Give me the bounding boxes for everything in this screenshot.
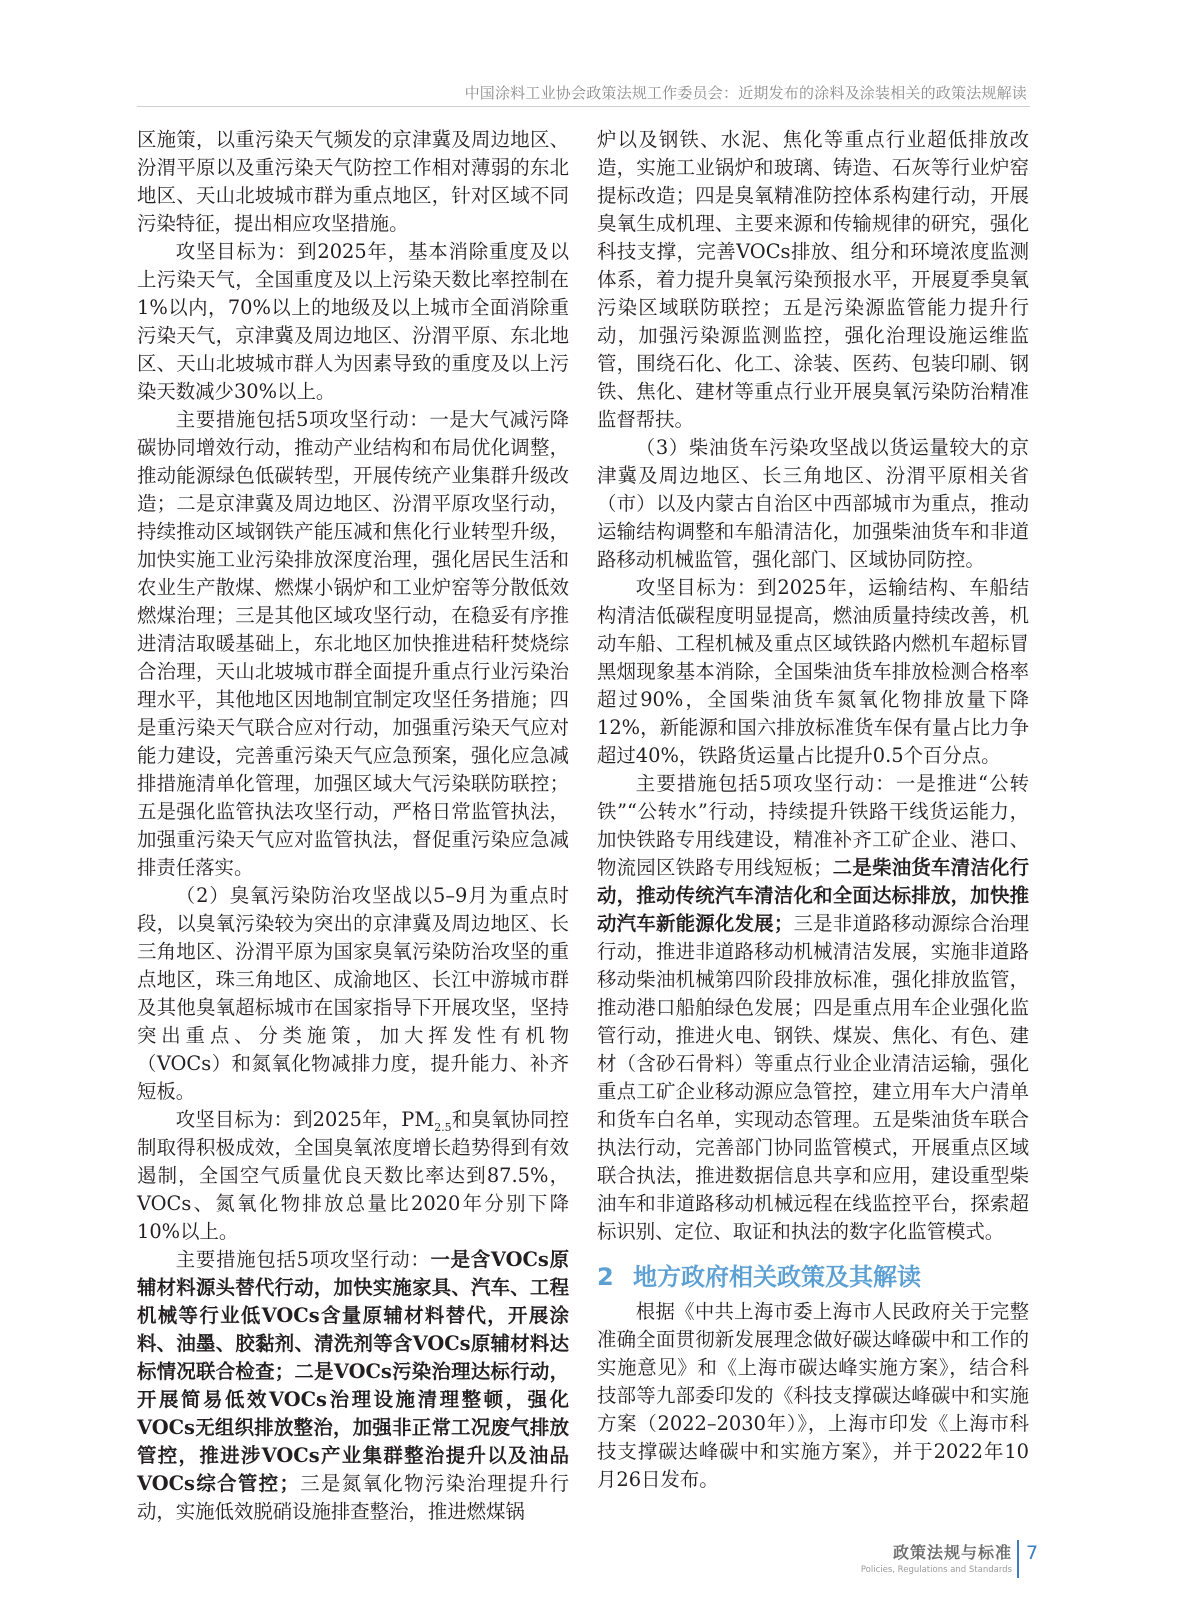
paragraph (597, 434, 1029, 574)
text-run: 攻坚目标为：到2025年，基本消除重度及以上污染天气，全国重度及以上污染天数比率控制在1%以内，70%以上的地级及以上城市全面消除重污染天气，京津冀及周边地区、汾渭平原、东北地区、天山北坡城市群人为因素导致的重度及以上污染天数减少30%以上。 (137, 240, 569, 403)
running-header: 中国涂料工业协会政策法规工作委员会：近期发布的涂料及涂装相关的政策法规解读 (464, 84, 1027, 102)
text-run: （3）柴油货车污染攻坚战以货运量较大的京津冀及周边地区、长三角地区、汾渭平原相关省（市）以及内蒙古自治区中西部城市为重点，推动运输结构调整和车船清洁化，加强柴油货车和非道路移动机械监管，强化部门、区域协同防控。 (597, 436, 1029, 571)
left-column (137, 126, 569, 1526)
bold-text: 一是含VOCs原辅材料源头替代行动，加快实施家具、汽车、工程机械等行业低VOCs含量原辅材料替代，开展涂料、油墨、胶黏剂、清洗剂等含VOCs原辅材料达标情况联合检查；二是VOCs污染治理达标行动，开展简易低效VOCs治理设施清理整顿，强化VOCs无组织排放整治，加强非正常工况废气排放管控，推进涉VOCs产业集群整治提升以及油品VOCs综合管控； (137, 1248, 569, 1495)
text-run: 三是非道路移动源综合治理行动，推进非道路移动机械清洁发展，实施非道路移动柴油机械第四阶段排放标准，强化排放监管，推动港口船舶绿色发展；四是重点用车企业强化监管行动，推进火电、钢铁、煤炭、焦化、有色、建材（含砂石骨料）等重点行业企业清洁运输，强化重点工矿企业移动源应急管控，建立用车大户清单和货车白名单，实现动态管理。五是柴油货车联合执法行动，完善部门协同监管模式，开展重点区域联合执法，推进数据信息共享和应用，建设重型柴油车和非道路移动机械远程在线监控平台，探索超标识别、定位、取证和执法的数字化监管模式。 (597, 912, 1030, 1243)
text-run: 三是氮氧化物污染治理提升行动，实施低效脱硝设施排查整治，推进燃煤锅 (137, 1472, 570, 1523)
paragraph (137, 238, 569, 406)
text-run: 主要措施包括5项攻坚行动： (175, 1248, 431, 1271)
right-column (597, 126, 1029, 1494)
paragraph (137, 126, 569, 238)
text-run: 区施策，以重污染天气频发的京津冀及周边地区、汾渭平原以及重污染天气防控工作相对薄弱的东北地区、天山北坡城市群为重点地区，针对区域不同污染特征，提出相应攻坚措施。 (137, 128, 569, 235)
paragraph (137, 406, 569, 882)
paragraph (137, 882, 569, 1106)
text-run: 攻坚目标为：到2025年，PM (175, 1108, 435, 1131)
text-run: 炉以及钢铁、水泥、焦化等重点行业超低排放改造，实施工业锅炉和玻璃、铸造、石灰等行业炉窑提标改造；四是臭氧精准防控体系构建行动，开展臭氧生成机理、主要来源和传输规律的研究，强化科技支撑，完善VOCs排放、组分和环境浓度监测体系，着力提升臭氧污染预报水平，开展夏季臭氧污染区域联防联控；五是污染源监管能力提升行动，加强污染源监测监控，强化治理设施运维监管，围绕石化、化工、涂装、医药、包装印刷、钢铁、焦化、建材等重点行业开展臭氧污染防治精准监督帮扶。 (597, 128, 1029, 431)
section-heading (597, 1262, 1029, 1292)
footer-section-name: 政策法规与标准 (892, 1543, 1012, 1562)
text-run: 和臭氧协同控制取得积极成效，全国臭氧浓度增长趋势得到有效遏制，全国空气质量优良天数比率达到87.5%，VOCs、氮氧化物排放总量比2020年分别下降10%以上。 (137, 1108, 570, 1243)
footer-divider (1017, 1540, 1019, 1578)
page-number: 7 (1026, 1542, 1039, 1564)
paragraph (137, 1106, 569, 1246)
subscript-text: 2.5 (434, 1120, 452, 1134)
footer-section-name-en: Policies, Regulations and Standards (860, 1565, 1012, 1575)
text-run: 主要措施包括5项攻坚行动：一是大气减污降碳协同增效行动，推动产业结构和布局优化调整，推动能源绿色低碳转型，开展传统产业集群升级改造；二是京津冀及周边地区、汾渭平原攻坚行动，持续推动区域钢铁产能压减和焦化行业转型升级，加快实施工业污染排放深度治理，强化居民生活和农业生产散煤、燃煤小锅炉和工业炉窑等分散低效燃煤治理；三是其他区域攻坚行动，在稳妥有序推进清洁取暖基础上，东北地区加快推进秸秆焚烧综合治理，天山北坡城市群全面提升重点行业污染治理水平，其他地区因地制宜制定攻坚任务措施；四是重污染天气联合应对行动，加强重污染天气应对能力建设，完善重污染天气应急预案，强化应急减排措施清单化管理，加强区域大气污染联防联控；五是强化监管执法攻坚行动，严格日常监管执法，加强重污染天气应对监管执法，督促重污染应急减排责任落实。 (137, 408, 569, 879)
paragraph (597, 574, 1029, 770)
text-run: 主要措施包括5项攻坚行动：一是推进“公转铁”“公转水”行动，持续提升铁路干线货运能力，加快铁路专用线建设，精准补齐工矿企业、港口、物流园区铁路专用线短板； (597, 772, 1029, 879)
section-title: 地方政府相关政策及其解读 (633, 1263, 921, 1291)
paragraph (597, 770, 1029, 1246)
bold-text: 二是柴油货车清洁化行动，推动传统汽车清洁化和全面达标排放，加快推动汽车新能源化发展； (597, 856, 1030, 935)
header-divider (137, 106, 1030, 107)
text-run: （2）臭氧污染防治攻坚战以5–9月为重点时段，以臭氧污染较为突出的京津冀及周边地区、长三角地区、汾渭平原为国家臭氧污染防治攻坚的重点地区，珠三角地区、成渝地区、长江中游城市群及其他臭氧超标城市在国家指导下开展攻坚，坚持突出重点、分类施策，加大挥发性有机物（VOCs）和氮氧化物减排力度，提升能力、补齐短板。 (137, 884, 569, 1103)
section-number: 2 (597, 1263, 614, 1291)
text-run: 根据《中共上海市委上海市人民政府关于完整准确全面贯彻新发展理念做好碳达峰碳中和工作的实施意见》和《上海市碳达峰实施方案》，结合科技部等九部委印发的《科技支撑碳达峰碳中和实施方案（2022–2030年）》，上海市印发《上海市科技支撑碳达峰碳中和实施方案》，并于2022年10月26日发布。 (597, 1300, 1029, 1491)
paragraph (597, 126, 1029, 434)
paragraph (597, 1298, 1029, 1494)
footer (861, 1540, 1012, 1575)
paragraph (137, 1246, 569, 1526)
text-run: 攻坚目标为：到2025年，运输结构、车船结构清洁低碳程度明显提高，燃油质量持续改善，机动车船、工程机械及重点区域铁路内燃机车超标冒黑烟现象基本消除，全国柴油货车排放检测合格率超过90%，全国柴油货车氮氧化物排放量下降12%，新能源和国六排放标准货车保有量占比力争超过40%，铁路货运量占比提升0.5个百分点。 (597, 576, 1029, 767)
